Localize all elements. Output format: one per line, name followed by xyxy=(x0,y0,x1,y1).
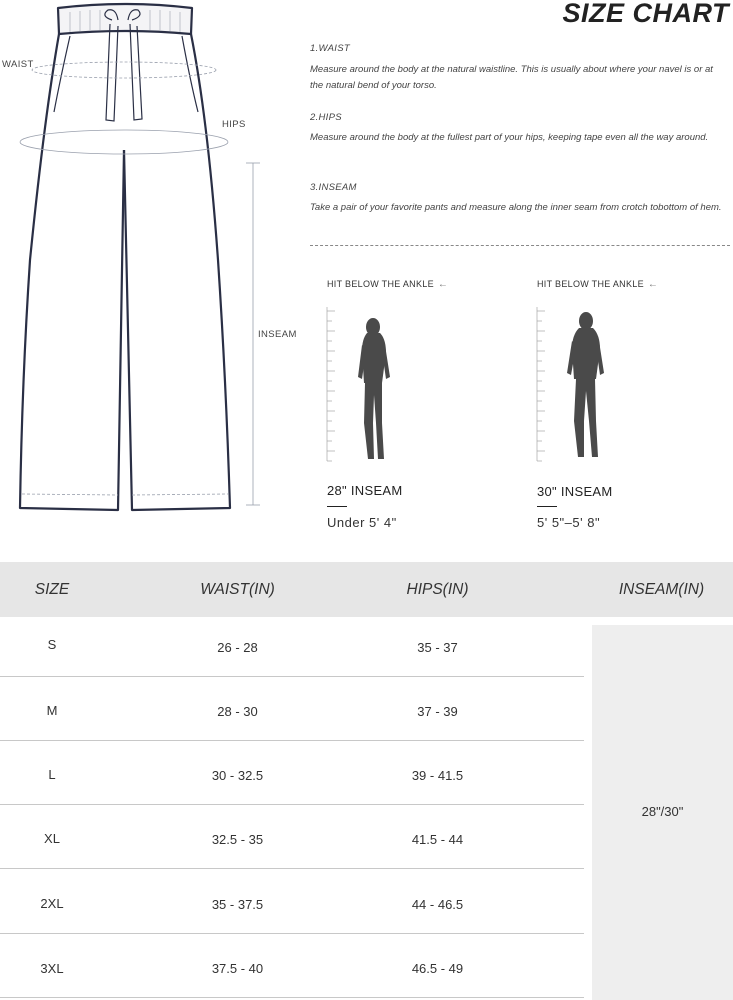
model-2-hit-text: HIT BELOW THE ANKLE xyxy=(537,279,644,289)
row-3xl-waist: 37.5 - 40 xyxy=(211,961,264,976)
divider xyxy=(310,245,730,246)
row-divider xyxy=(0,740,584,741)
row-2xl-hips: 44 - 46.5 xyxy=(411,897,464,912)
row-3xl-size: 3XL xyxy=(40,961,64,976)
row-l-hips: 39 - 41.5 xyxy=(411,768,464,783)
model-2-figure xyxy=(534,305,614,465)
header-inseam: INSEAM(IN) xyxy=(618,581,705,598)
inseam-description: Take a pair of your favorite pants and measure along the inner seam from crotch tobottom of hem. xyxy=(310,202,722,213)
row-divider xyxy=(0,868,584,869)
row-s-hips: 35 - 37 xyxy=(417,640,458,655)
row-s-waist: 26 - 28 xyxy=(217,640,258,655)
row-3xl-hips: 46.5 - 49 xyxy=(411,961,464,976)
row-l-waist: 30 - 32.5 xyxy=(211,768,264,783)
pants-diagram xyxy=(0,0,300,520)
model-2-height: 5' 5"–5' 8" xyxy=(537,515,601,530)
row-divider xyxy=(0,997,584,998)
header-size: SIZE xyxy=(34,581,70,598)
inseam-label: INSEAM xyxy=(258,329,297,340)
waist-description: Measure around the body at the natural waistline. This is usually about where your navel is or at the natural bend of your torso. xyxy=(310,64,713,91)
hips-heading: 2.HIPS xyxy=(310,112,342,123)
model-1-underline xyxy=(327,506,347,507)
model-2-hit xyxy=(537,279,658,290)
header-waist: WAIST(IN) xyxy=(200,581,275,598)
page-title: SIZE CHART xyxy=(562,0,729,28)
row-divider xyxy=(0,933,584,934)
model-2-inseam: 30" INSEAM xyxy=(537,484,613,499)
row-l-size: L xyxy=(48,767,56,782)
row-xl-hips: 41.5 - 44 xyxy=(411,832,464,847)
arrow-left-icon: ← xyxy=(437,279,449,290)
inseam-value: 28"/30" xyxy=(641,804,684,819)
row-m-waist: 28 - 30 xyxy=(217,704,258,719)
row-2xl-size: 2XL xyxy=(40,896,64,911)
model-2-underline xyxy=(537,506,557,507)
row-m-hips: 37 - 39 xyxy=(417,704,458,719)
waist-label: WAIST xyxy=(2,59,34,70)
waist-heading: 1.WAIST xyxy=(310,43,350,54)
model-1-hit-text: HIT BELOW THE ANKLE xyxy=(327,279,434,289)
hips-description: Measure around the body at the fullest part of your hips, keeping tape even all the way around. xyxy=(310,132,709,143)
model-1-inseam: 28" INSEAM xyxy=(327,483,403,498)
model-1-height: Under 5' 4" xyxy=(327,515,397,530)
row-s-size: S xyxy=(47,637,57,652)
model-1-figure xyxy=(324,305,404,465)
row-divider xyxy=(0,676,584,677)
inseam-heading: 3.INSEAM xyxy=(310,182,357,193)
model-1-hit xyxy=(327,279,448,290)
row-m-size: M xyxy=(46,703,58,718)
arrow-left-icon: ← xyxy=(647,279,659,290)
row-xl-waist: 32.5 - 35 xyxy=(211,832,264,847)
row-xl-size: XL xyxy=(44,831,60,846)
header-hips: HIPS(IN) xyxy=(406,581,469,598)
row-divider xyxy=(0,804,584,805)
row-2xl-waist: 35 - 37.5 xyxy=(211,897,264,912)
hips-label: HIPS xyxy=(222,119,246,130)
